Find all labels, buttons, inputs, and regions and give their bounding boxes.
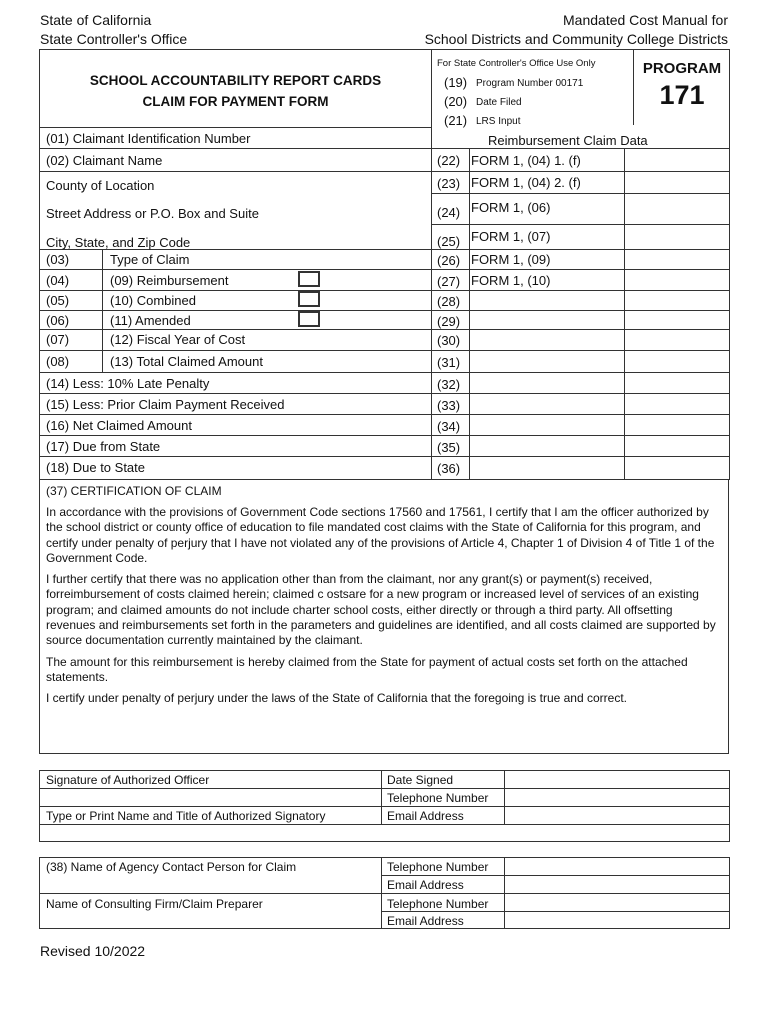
signatory-email-field[interactable] [506,807,728,823]
street-label: Street Address or P.O. Box and Suite [46,206,259,221]
office-use-label: For State Controller's Office Use Only [437,58,596,69]
preparer-telephone-field[interactable] [506,894,728,910]
contact-telephone-label: Telephone Number [387,860,489,874]
type-of-claim-label: Type of Claim [110,252,190,267]
certification-paragraph-3: The amount for this reimbursement is hereby claimed from the State for payment of actual costs set forth on the attached statements. [46,654,688,684]
header-manual: Mandated Cost Manual for [563,12,728,28]
net-claimed-label: (16) Net Claimed Amount [46,418,192,433]
reimbursement-data-title: Reimbursement Claim Data [488,133,648,148]
print-name-field[interactable] [46,826,726,841]
contact-email-field[interactable] [506,876,728,892]
agency-contact-label: (38) Name of Agency Contact Person for Claim [46,860,297,874]
revision-date: Revised 10/2022 [40,943,146,959]
claimant-id-label: (01) Claimant Identification Number [46,131,251,146]
header-districts: School Districts and Community College Districts [424,31,728,47]
form1-09-label: FORM 1, (09) [471,252,551,267]
prior-payment-label: (15) Less: Prior Claim Payment Received [46,397,285,412]
certification-title: (37) CERTIFICATION OF CLAIM [46,484,222,498]
certification-paragraph-1: In accordance with the provisions of Government Code sections 17560 and 17561, I certify that I am the officer authorized by the school district or county office of education to file mandated cost claims with the State of California for this program, and certify under penalty of perjury that I have not violated any of the provisions of Article 4, Chapter 1 of Division 4 of Title 1 of the Government Code. [46,505,715,565]
claimant-name-label: (02) Claimant Name [46,153,163,168]
signatory-telephone-field[interactable] [506,789,728,805]
print-name-label: Type or Print Name and Title of Authorized Signatory [46,809,326,823]
program-number: 171 [659,80,705,110]
date-signed-field[interactable] [506,771,728,787]
form1-04-2f-label: FORM 1, (04) 2. (f) [471,175,581,190]
date-signed-label: Date Signed [387,773,454,787]
lrs-input-field: LRS Input [476,116,521,127]
due-to-state-label: (18) Due to State [46,460,145,475]
certification-paragraph-4: I certify under penalty of perjury under the laws of the State of California that the foregoing is true and correct. [46,691,627,706]
late-penalty-label: (14) Less: 10% Late Penalty [46,376,210,391]
signatory-email-label: Email Address [387,809,464,823]
signatory-telephone-label: Telephone Number [387,791,489,805]
form1-06-label: FORM 1, (06) [471,200,551,215]
consulting-firm-field[interactable] [46,912,379,928]
date-filed-field: Date Filed [476,97,522,108]
preparer-telephone-label: Telephone Number [387,897,489,911]
amended-checkbox[interactable] [298,311,320,327]
certification-text [46,505,718,713]
center-divider [431,49,432,480]
reimbursement-label: (09) Reimbursement [110,273,229,288]
form1-10-label: FORM 1, (10) [471,273,551,288]
program-number-field: Program Number 00171 [476,78,584,89]
form-title: SCHOOL ACCOUNTABILITY REPORT CARDS CLAIM FOR PAYMENT FORM [89,73,382,109]
combined-label: (10) Combined [110,293,196,308]
amended-label: (11) Amended [110,313,191,328]
reimbursement-checkbox[interactable] [298,271,320,287]
contact-email-label: Email Address [387,878,464,892]
city-label: City, State, and Zip Code [46,235,191,250]
preparer-email-field[interactable] [506,912,728,928]
contact-telephone-field[interactable] [506,858,728,874]
certification-paragraph-2: I further certify that there was no application other than from the claimant, nor any grant(s) or payment(s) received, forreimbursement of costs claimed herein; claimed c ostsare for a new program or increased level of services of an existing program; and claimed amounts do not include charter school costs, either directly or through a third party. All offsetting revenues and reimbursements set forth in the parameters and guidelines are identified, and all costs claimed are supported by source documentation currently maintained by the claimant. [46,572,716,648]
header-state: State of California [40,12,152,28]
total-claimed-label: (13) Total Claimed Amount [110,354,263,369]
form1-07-label: FORM 1, (07) [471,229,551,244]
consulting-firm-label: Name of Consulting Firm/Claim Preparer [46,897,263,911]
form1-04-1f-label: FORM 1, (04) 1. (f) [471,153,581,168]
signature-field[interactable] [46,789,379,805]
program-label: PROGRAM [642,60,722,77]
due-from-state-label: (17) Due from State [46,439,161,454]
county-label: County of Location [46,178,155,193]
header-office: State Controller's Office [40,31,188,47]
signature-officer-label: Signature of Authorized Officer [46,773,210,787]
fiscal-year-label: (12) Fiscal Year of Cost [110,332,246,347]
preparer-email-label: Email Address [387,914,464,928]
combined-checkbox[interactable] [298,291,320,307]
agency-contact-field[interactable] [46,876,379,892]
